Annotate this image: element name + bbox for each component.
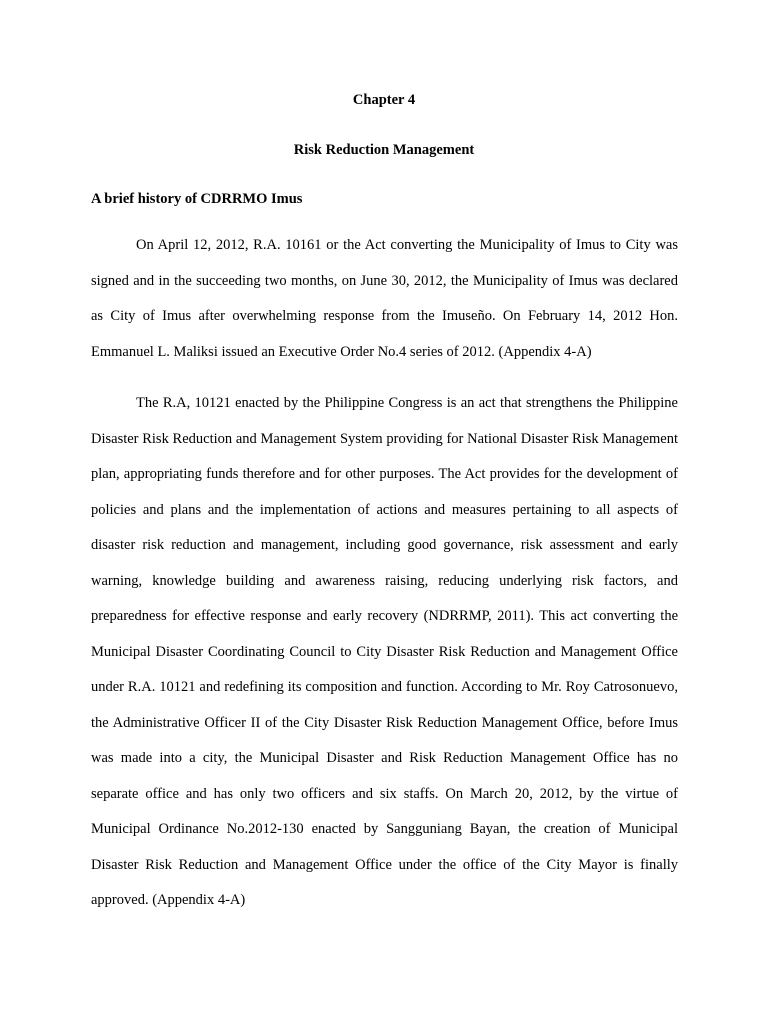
paragraph-ra-10121: The R.A, 10121 enacted by the Philippine Congress is an act that strengthens the Philippine Disaster Risk Reduction and Management System providing for National Disaster Risk Management plan, appropriating funds therefore and for other purposes. The Act provides for the development of policies and plans and the implementation of actions and measures pertaining to all aspects of disaster risk reduction and management, including good governance, risk assessment and early warning, knowledge building and awareness raising, reducing underlying risk factors, and preparedness for effective response and early recovery (NDRRMP, 2011). This act converting the Municipal Disaster Coordinating Council to City Disaster Risk Reduction and Management Office under R.A. 10121 and redefining its composition and function. According to Mr. Roy Catrosonuevo, the Administrative Officer II of the City Disaster Risk Reduction Management Office, before Imus was made into a city, the Municipal Disaster and Risk Reduction Management Office has no separate office and has only two officers and six staffs. On March 20, 2012, by the virtue of Municipal Ordinance No.2012-130 enacted by Sangguniang Bayan, the creation of Municipal Disaster Risk Reduction and Management Office under the office of the City Mayor is finally approved. (Appendix 4-A) xyxy=(91,395,678,908)
paragraph-history: On April 12, 2012, R.A. 10161 or the Act converting the Municipality of Imus to City was signed and in the succeeding two months, on June 30, 2012, the Municipality of Imus was declared as City of Imus after overwhelming response from the Imuseño. On February 14, 2012 Hon. Emmanuel L. Maliksi issued an Executive Order No.4 series of 2012. (Appendix 4-A) xyxy=(91,237,678,360)
section-title: Risk Reduction Management xyxy=(293,142,475,158)
subsection-title: A brief history of CDRRMO Imus xyxy=(91,191,303,207)
chapter-heading: Chapter 4 xyxy=(352,92,416,108)
